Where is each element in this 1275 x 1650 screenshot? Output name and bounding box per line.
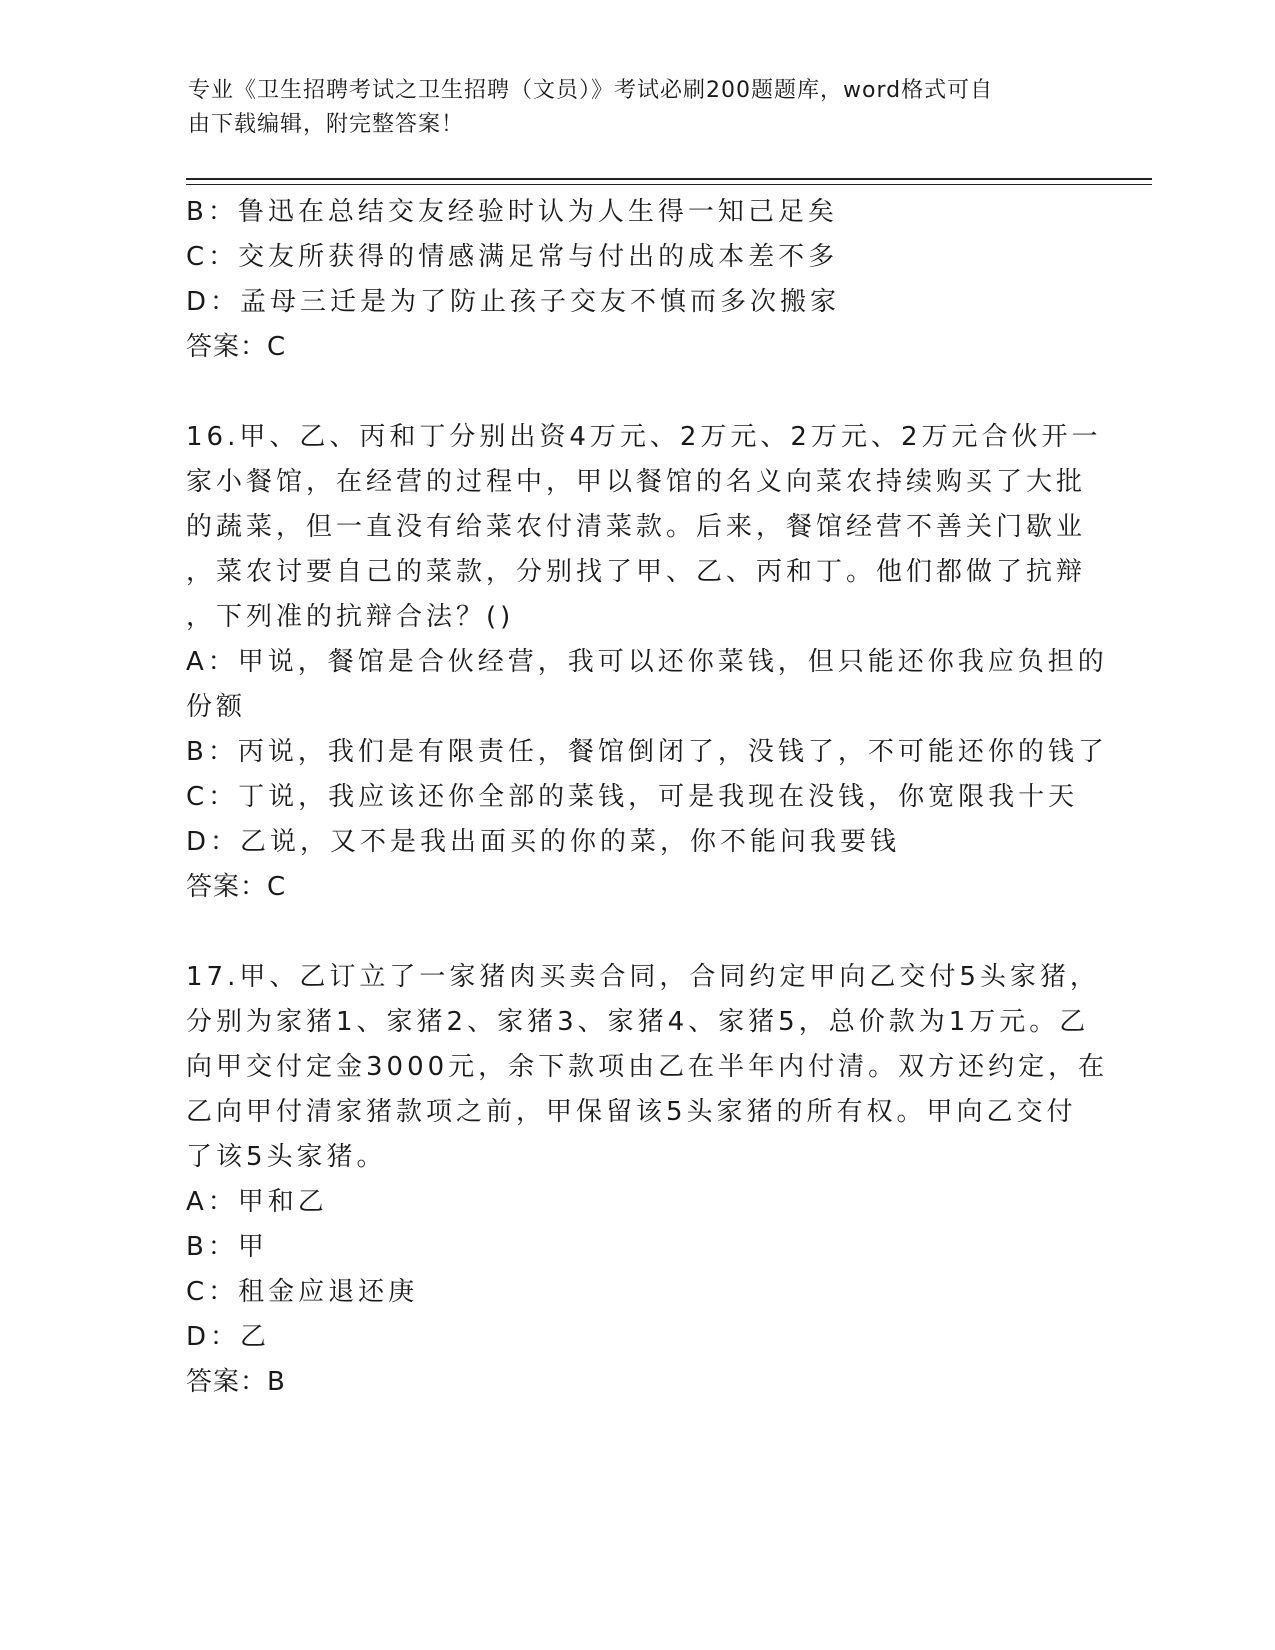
option-c: C：交友所获得的情感满足常与付出的成本差不多 (186, 242, 839, 272)
answer-line: 答案：C (186, 872, 287, 902)
question-stem-line: 乙向甲付清家猪款项之前，甲保留该5头家猪的所有权。甲向乙交付 (186, 1097, 1077, 1127)
option-d: D：孟母三迁是为了防止孩子交友不慎而多次搬家 (186, 287, 841, 317)
spacer (186, 910, 1086, 955)
option-c: C：丁说，我应该还你全部的菜钱，可是我现在没钱，你宽限我十天 (186, 782, 1079, 812)
option-a-continued: 份额 (186, 692, 247, 722)
question-16-block (186, 415, 1108, 910)
answer-line: 答案：B (186, 1367, 286, 1397)
question-content (186, 190, 1109, 1405)
option-c: C：租金应退还庚 (186, 1277, 419, 1307)
header-divider-thin (186, 184, 1152, 185)
option-b: B：鲁迅在总结交友经验时认为人生得一知己足矣 (186, 197, 838, 227)
option-d: D：乙 (186, 1322, 271, 1352)
question-stem-line: 16.甲、乙、丙和丁分别出资4万元、2万元、2万元、2万元合伙开一 (186, 422, 1102, 452)
option-a: A：甲说，餐馆是合伙经营，我可以还你菜钱，但只能还你我应负担的 (186, 647, 1108, 677)
question-stem-line: 了该5头家猪。 (186, 1142, 387, 1172)
spacer (186, 370, 1086, 415)
previous-question-block (186, 190, 1086, 370)
option-a: A：甲和乙 (186, 1187, 328, 1217)
question-stem-line: ，菜农讨要自己的菜款，分别找了甲、乙、丙和丁。他们都做了抗辩 (186, 557, 1087, 587)
question-stem-line: 17.甲、乙订立了一家猪肉买卖合同，合同约定甲向乙交付5头家猪， (186, 962, 1100, 992)
question-stem-line: 向甲交付定金3000元，余下款项由乙在半年内付清。双方还约定，在 (186, 1052, 1109, 1082)
option-b: B：甲 (186, 1232, 268, 1262)
document-header (188, 74, 1068, 142)
question-17-block (186, 955, 1109, 1405)
question-stem-line: ，下列准的抗辩合法？() (186, 602, 515, 632)
header-divider-thick (186, 178, 1152, 180)
option-b: B：丙说，我们是有限责任，餐馆倒闭了，没钱了，不可能还你的钱了 (186, 737, 1108, 767)
answer-line: 答案：C (186, 332, 287, 362)
header-line-2: 由下载编辑，附完整答案！ (188, 112, 465, 137)
option-d: D：乙说，又不是我出面买的你的菜，你不能问我要钱 (186, 827, 901, 857)
question-stem-line: 家小餐馆，在经营的过程中，甲以餐馆的名义向菜农持续购买了大批 (186, 467, 1087, 497)
question-stem-line: 分别为家猪1、家猪2、家猪3、家猪4、家猪5，总价款为1万元。乙 (186, 1007, 1090, 1037)
question-stem-line: 的蔬菜，但一直没有给菜农付清菜款。后来，餐馆经营不善关门歇业 (186, 512, 1087, 542)
header-line-1: 专业《卫生招聘考试之卫生招聘（文员）》考试必刷200题题库，word格式可自 (188, 78, 994, 103)
